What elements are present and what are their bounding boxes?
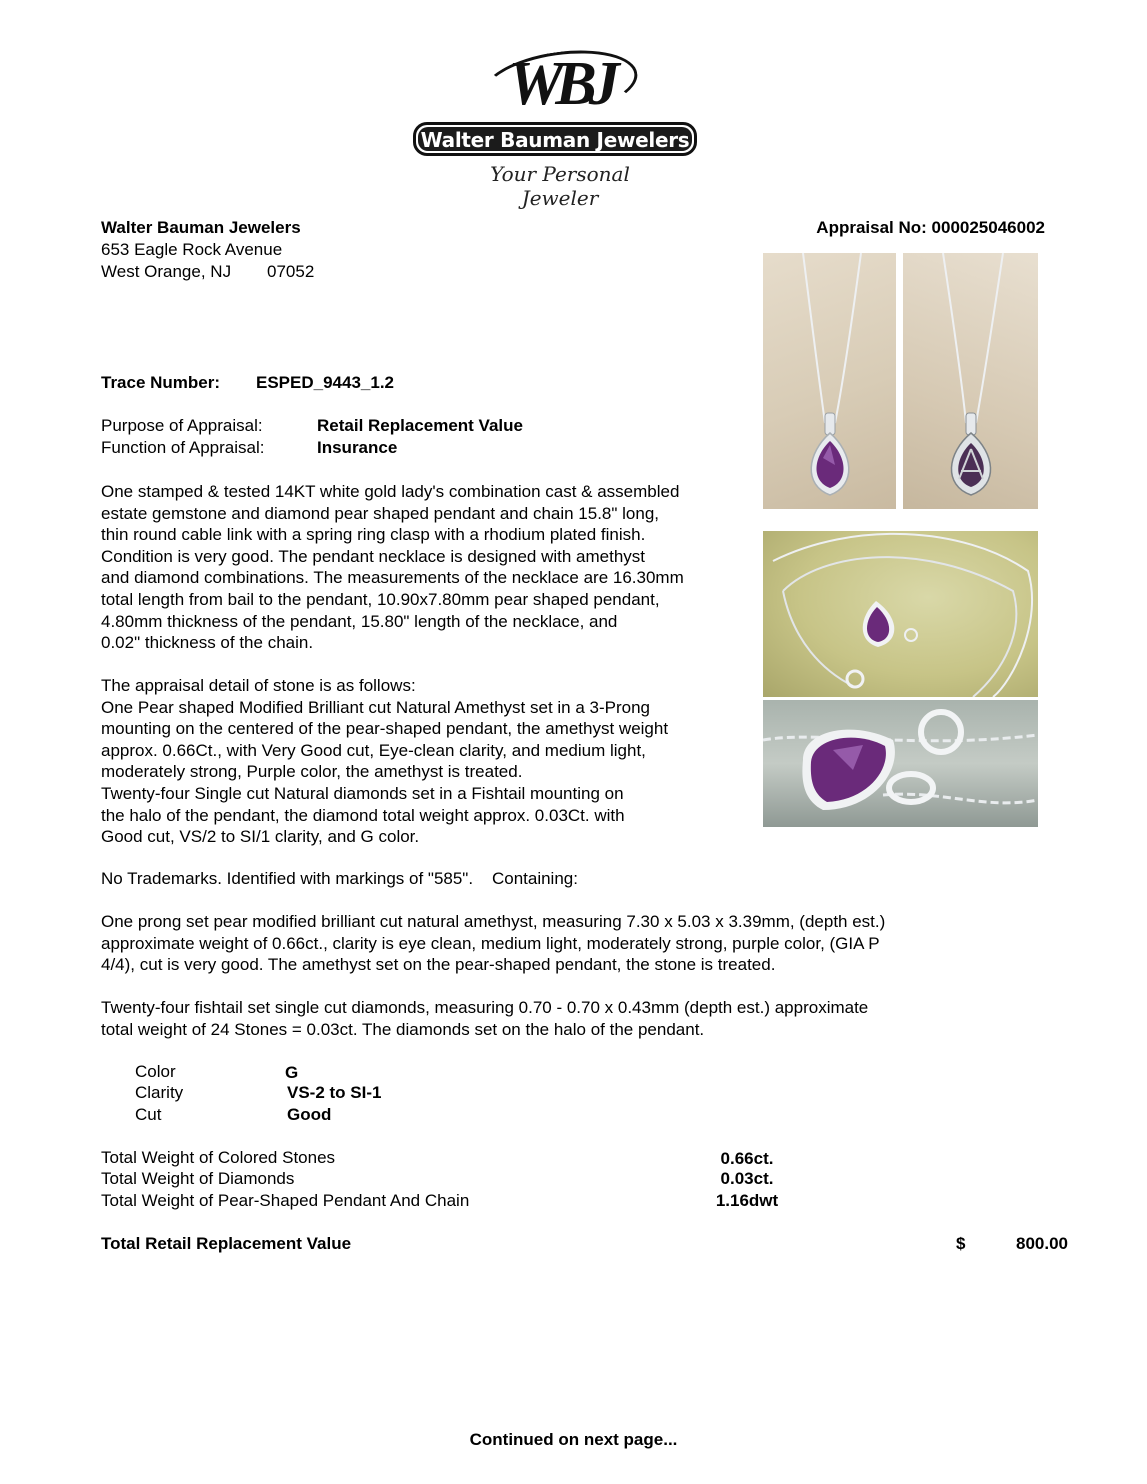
company-zip: 07052	[267, 262, 315, 281]
retail-value-label: Total Retail Replacement Value	[101, 1234, 352, 1253]
stone-detail-line: The appraisal detail of stone is as follows:	[101, 676, 416, 695]
trace-label: Trace Number:	[101, 373, 221, 392]
description-line: 0.02" thickness of the chain.	[101, 633, 314, 653]
amethyst-line: 4/4), cut is very good. The amethyst set on the pear-shaped pendant, the stone is treated.	[101, 955, 776, 975]
amethyst-description	[101, 911, 1001, 976]
description-line: 4.80mm thickness of the pendant, 15.80" length of the necklace, and	[101, 611, 618, 631]
stone-detail-line: approx. 0.66Ct., with Very Good cut, Eye-clean clarity, and medium light,	[101, 740, 646, 760]
description-line: total length from bail to the pendant, 10.90x7.80mm pear shaped pendant,	[101, 589, 660, 609]
pendant-front-illustration	[763, 253, 896, 509]
spec-value-color: G	[285, 1063, 299, 1082]
stone-detail-line: Twenty-four Single cut Natural diamonds set in a Fishtail mounting on	[101, 783, 624, 803]
logo-banner	[413, 122, 697, 156]
company-address: 653 Eagle Rock Avenue	[101, 240, 283, 259]
spec-value-cut: Good	[287, 1105, 332, 1124]
company-logo	[410, 48, 710, 210]
total-diamonds-value: 0.03ct.	[720, 1169, 774, 1188]
continued-footer: Continued on next page...	[469, 1430, 678, 1449]
description-line: estate gemstone and diamond pear shaped pendant and chain 15.8" long,	[101, 503, 660, 523]
amethyst-line: One prong set pear modified brilliant cut natural amethyst, measuring 7.30 x 5.03 x 3.39mm, (depth est.)	[101, 912, 886, 931]
company-name: Walter Bauman Jewelers	[101, 218, 301, 237]
pendant-back-photo	[903, 253, 1038, 509]
pendant-closeup-photo	[763, 700, 1038, 827]
function-label: Function of Appraisal:	[101, 438, 265, 457]
diamond-line: Twenty-four fishtail set single cut diamonds, measuring 0.70 - 0.70 x 0.43mm (depth est.) approximate	[101, 998, 869, 1017]
description-line: and diamond combinations. The measurements of the necklace are 16.30mm	[101, 568, 684, 588]
spec-label-color: Color	[135, 1062, 176, 1081]
function-value: Insurance	[317, 438, 398, 457]
total-weight-label: Total Weight of Pear-Shaped Pendant And Chain	[101, 1191, 470, 1210]
total-colored-label: Total Weight of Colored Stones	[101, 1148, 336, 1167]
pendant-closeup-illustration	[763, 700, 1038, 827]
appraisal-number: Appraisal No: 000025046002	[816, 218, 1045, 237]
stone-detail-line: moderately strong, Purple color, the amethyst is treated.	[101, 762, 523, 782]
purpose-value: Retail Replacement Value	[317, 416, 523, 435]
logo-tagline: Your Personal Jeweler	[490, 162, 630, 210]
total-diamonds-label: Total Weight of Diamonds	[101, 1169, 295, 1188]
diamond-line: total weight of 24 Stones = 0.03ct. The diamonds set on the halo of the pendant.	[101, 1019, 705, 1039]
total-colored-value: 0.66ct.	[720, 1149, 774, 1168]
stone-detail-line: One Pear shaped Modified Brilliant cut Natural Amethyst set in a 3-Prong	[101, 697, 651, 717]
company-city-state: West Orange, NJ	[101, 262, 232, 281]
necklace-full-photo	[763, 531, 1038, 697]
diamond-description	[101, 997, 1001, 1040]
stone-detail-line: the halo of the pendant, the diamond total weight approx. 0.03Ct. with	[101, 805, 625, 825]
description-line: Condition is very good. The pendant necklace is designed with amethyst	[101, 546, 646, 566]
retail-currency: $	[956, 1234, 966, 1253]
logo-monogram: WBJ	[508, 50, 612, 118]
trademarks-text: No Trademarks. Identified with markings of "585". Containing:	[101, 869, 578, 888]
spec-value-clarity: VS-2 to SI-1	[287, 1083, 382, 1102]
item-description	[101, 481, 751, 654]
necklace-full-illustration	[763, 531, 1038, 697]
spec-label-clarity: Clarity	[135, 1083, 184, 1102]
description-line: thin round cable link with a spring ring clasp with a rhodium plated finish.	[101, 525, 646, 545]
amethyst-line: approximate weight of 0.66ct., clarity is eye clean, medium light, moderately strong, purple color, (GIA P	[101, 933, 880, 953]
logo-banner-text: Walter Bauman Jewelers	[418, 127, 692, 151]
stone-detail-line: mounting on the centered of the pear-shaped pendant, the amethyst weight	[101, 719, 669, 739]
spec-label-cut: Cut	[135, 1105, 162, 1124]
stone-detail	[101, 675, 751, 848]
description-line: One stamped & tested 14KT white gold lady's combination cast & assembled	[101, 482, 680, 501]
total-weight-value: 1.16dwt	[715, 1191, 779, 1210]
pendant-front-photo	[763, 253, 896, 509]
trace-value: ESPED_9443_1.2	[256, 373, 394, 392]
retail-amount: 800.00	[1016, 1234, 1068, 1253]
stone-detail-line: Good cut, VS/2 to SI/1 clarity, and G color.	[101, 827, 420, 847]
purpose-label: Purpose of Appraisal:	[101, 416, 263, 435]
pendant-back-illustration	[903, 253, 1038, 509]
